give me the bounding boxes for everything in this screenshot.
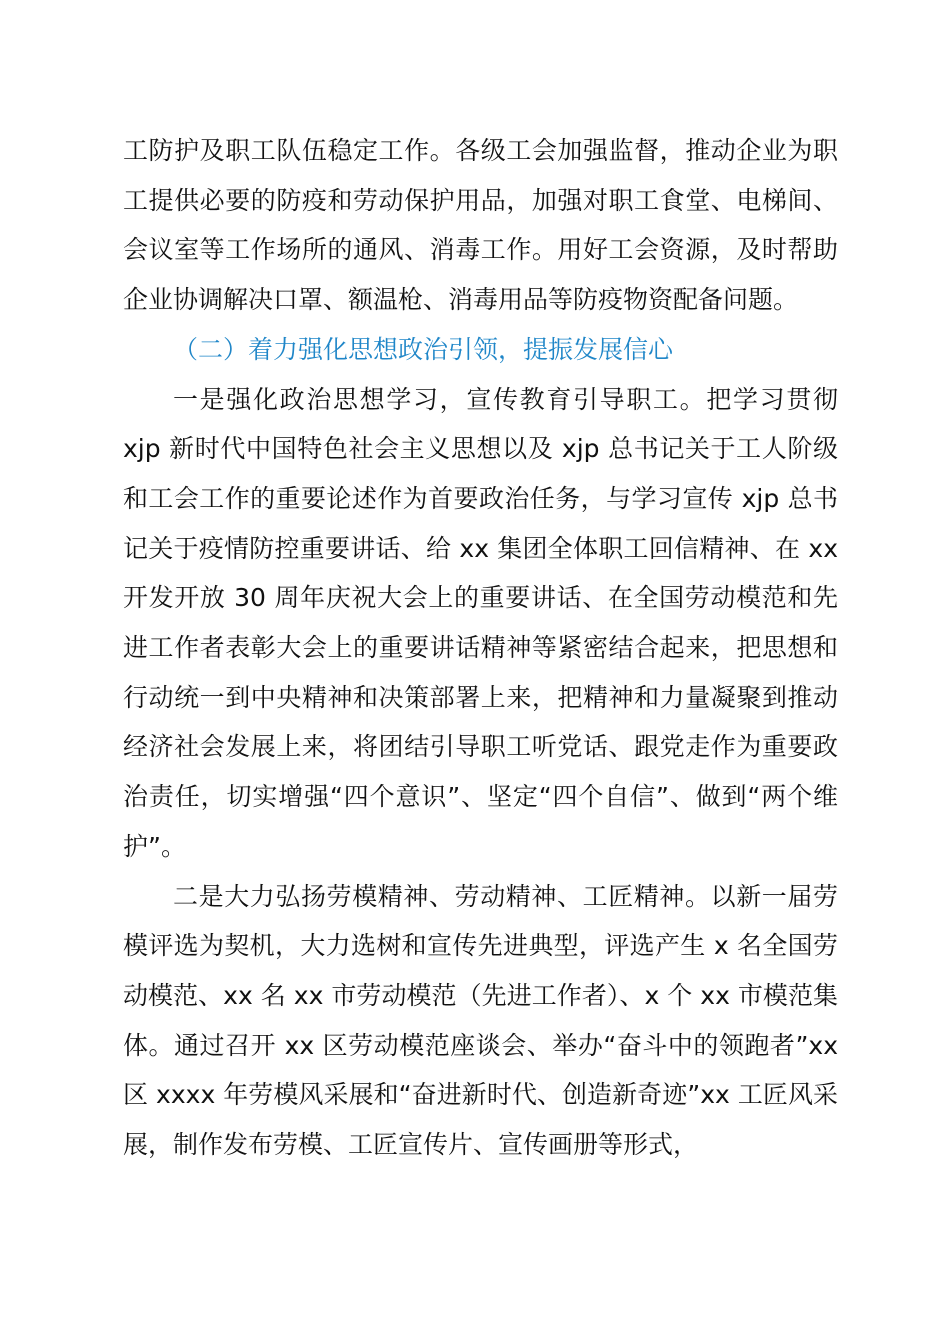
body-paragraph: 二是大力弘扬劳模精神、劳动精神、工匠精神。以新一届劳模评选为契机，大力选树和宣传先进典型，评选产生 x 名全国劳动模范、xx 名 xx 市劳动模范（先进工作者）、x 个 xx 市模范集体。通过召开 xx 区劳动模范座谈会、举办“奋斗中的领跑者”xx 区 xxxx 年劳模风采展和“奋进新时代、创造新奇迹”xx 工匠风采展，制作发布劳模、工匠宣传片、宣传画册等形式， — [123, 881, 838, 1160]
document-body — [123, 126, 838, 1170]
section-heading: （二）着力强化思想政治引领，提振发展信心 — [173, 334, 674, 364]
body-paragraph: 一是强化政治思想学习，宣传教育引导职工。把学习贯彻 xjp 新时代中国特色社会主义思想以及 xjp 总书记关于工人阶级和工会工作的重要论述作为首要政治任务，与学习宣传 xjp 总书记关于疫情防控重要讲话、给 xx 集团全体职工回信精神、在 xx 开发开放 30 周年庆祝大会上的重要讲话、在全国劳动模范和先进工作者表彰大会上的重要讲话精神等紧密结合起来，把思想和行动统一到中央精神和决策部署上来，把精神和力量凝聚到推动经济社会发展上来，将团结引导职工听党话、跟党走作为重要政治责任，切实增强“四个意识”、坚定“四个自信”、做到“两个维护”。 — [123, 384, 838, 861]
body-paragraph: 工防护及职工队伍稳定工作。各级工会加强监督，推动企业为职工提供必要的防疫和劳动保护用品，加强对职工食堂、电梯间、会议室等工作场所的通风、消毒工作。用好工会资源，及时帮助企业协调解决口罩、额温枪、消毒用品等防疫物资配备问题。 — [123, 136, 838, 315]
